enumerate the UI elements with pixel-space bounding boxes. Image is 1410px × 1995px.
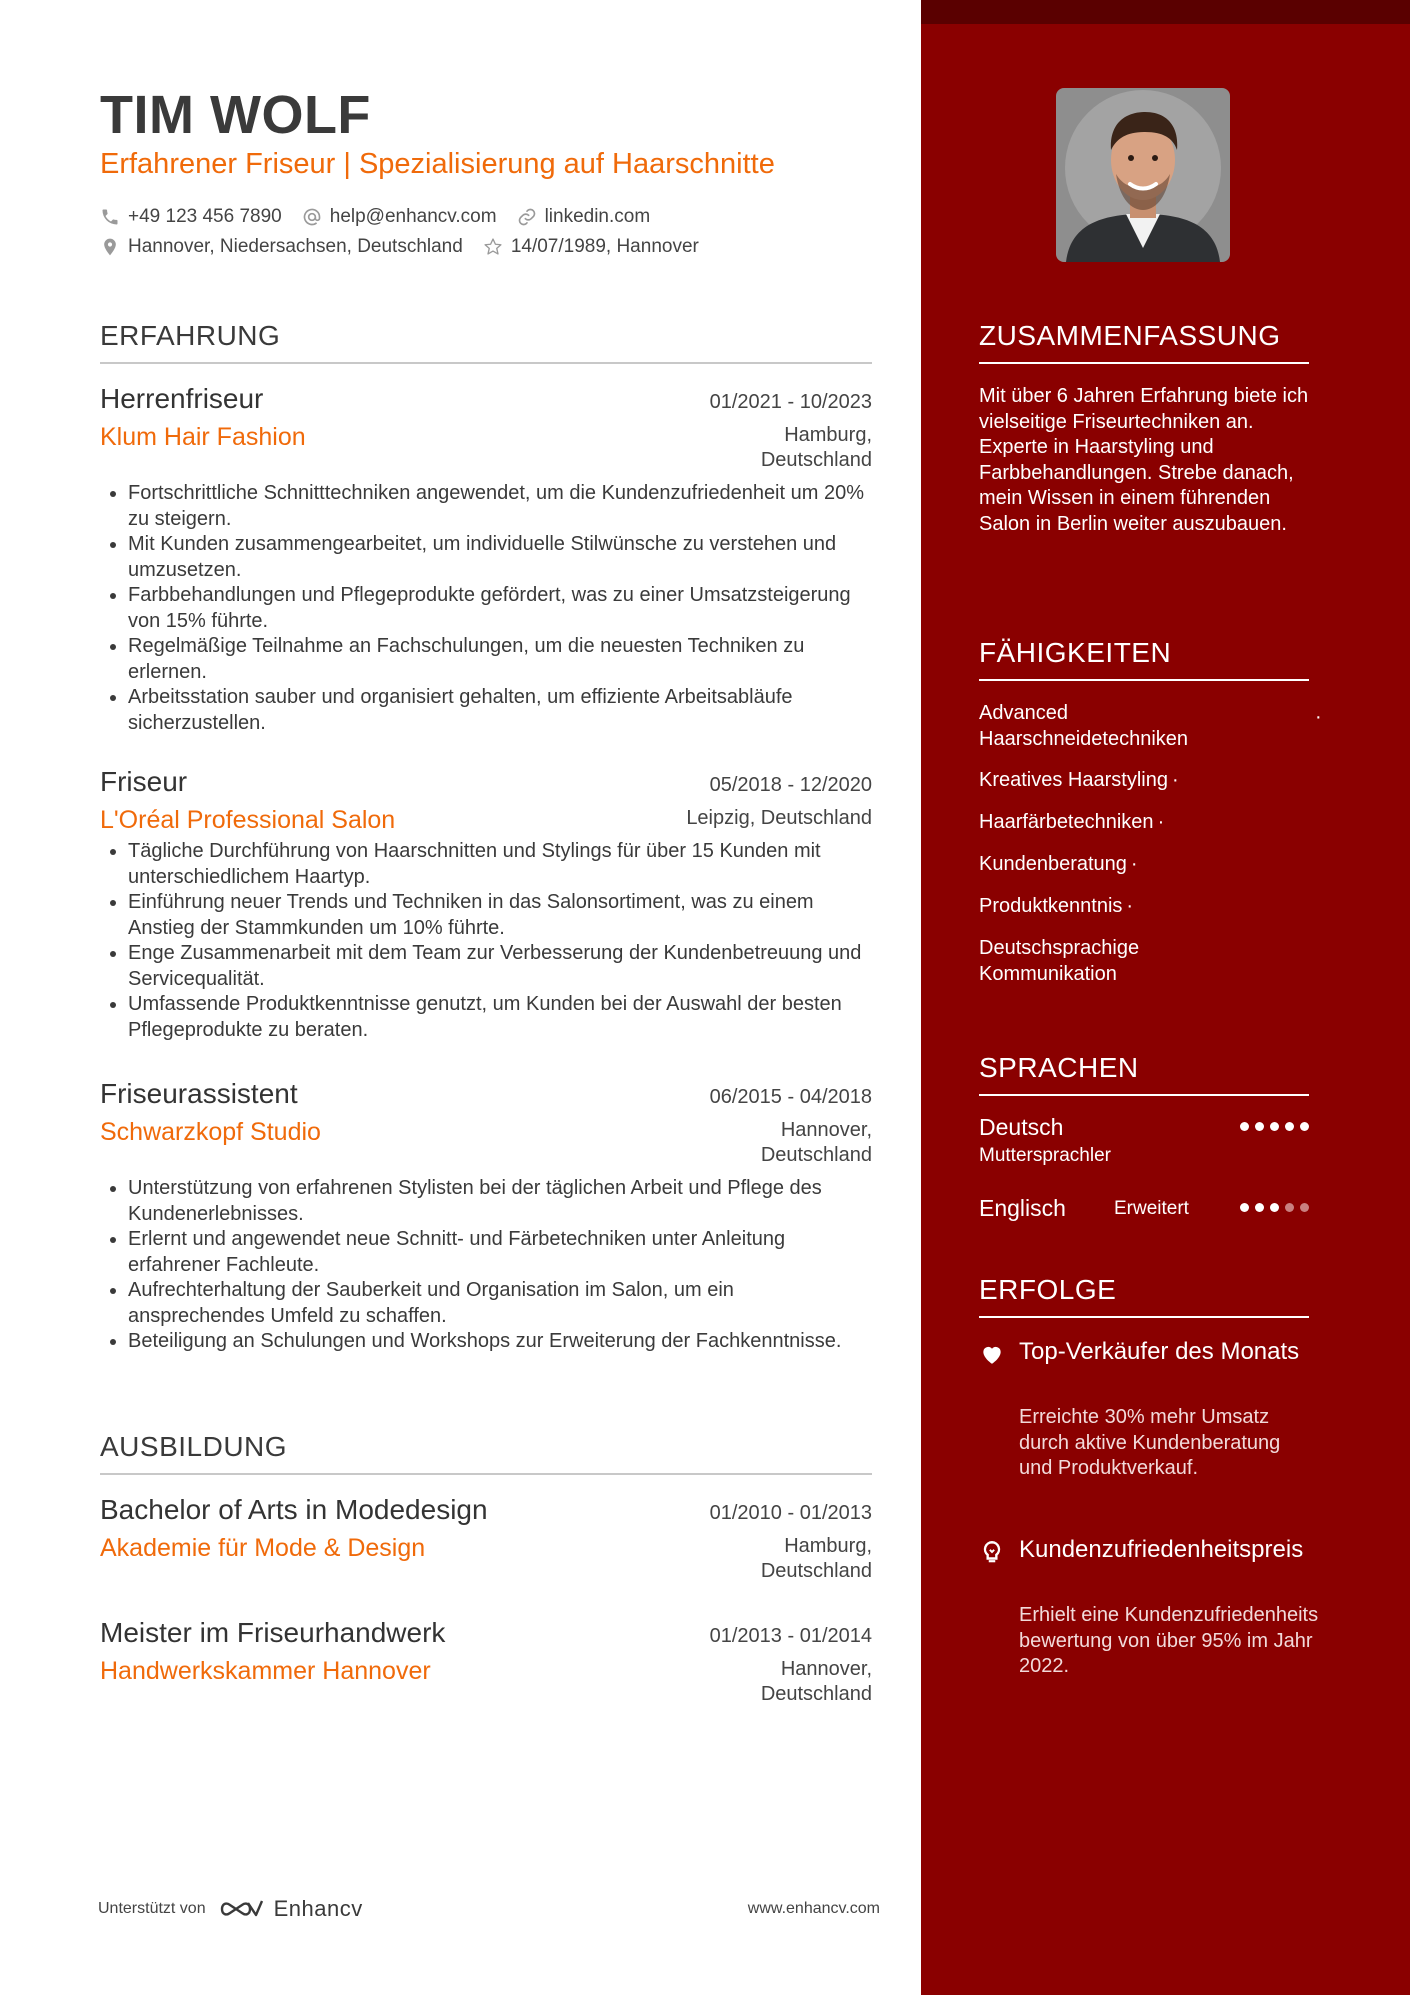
email-text: help@enhancv.com [329,206,497,227]
job-location [761,423,872,473]
skill-label: Kundenberatung [979,853,1127,875]
achievements-section-title: ERFOLGE [979,1274,1309,1318]
email-item[interactable] [302,206,497,228]
location-pin-icon [100,237,120,257]
bullet-item: • Unterstützung von erfahrenen Stylisten bei der täglichen Arbeit und Pflege des Kundenerlebnisses. [128,1176,872,1227]
phone-text: +49 123 456 7890 [128,206,282,227]
avatar-portrait-icon [1056,88,1230,262]
achievement-title: Top-Verkäufer des Monats [1019,1338,1300,1365]
education-location [761,1534,872,1584]
job-dates: 01/2021 - 10/2023 [709,391,872,413]
birth-item [483,236,699,258]
bullet-item: • Mit Kunden zusammengearbeitet, um individuelle Stilwünsche zu verstehen und umzusetzen. [128,532,872,583]
job-location-line2: Deutschland [760,1144,872,1166]
skill-item [979,768,1319,794]
education-location-line2: Deutschland [760,1683,872,1705]
experience-section-title: ERFAHRUNG [100,320,872,364]
contact-info [100,202,719,262]
location-item [100,236,463,258]
enhancv-logo-icon [218,1897,266,1921]
bullet-item: • Aufrechterhaltung der Sauberkeit und Organisation im Salon, um ein ansprechendes Umfeld zu schaffen. [128,1278,872,1329]
job-location [686,806,872,831]
footer [98,1894,880,1924]
job-dates: 06/2015 - 04/2018 [709,1086,872,1108]
sidebar-top-bar [921,0,1410,24]
skill-separator: · [1130,853,1138,875]
candidate-name: TIM WOLF [100,85,371,145]
bullet-item: • Umfassende Produktkenntnisse genutzt, um Kunden bei der Auswahl der besten Pflegeprodukte zu beraten. [128,992,872,1043]
footer-url[interactable]: www.enhancv.com [747,1900,880,1917]
rating-dot [1300,1203,1309,1212]
achievement-title: Kundenzufriedenheitspreis [1019,1536,1304,1563]
skills-section-title: FÄHIGKEITEN [979,637,1309,681]
rating-dot [1270,1122,1279,1131]
experience-entry [100,1078,872,1355]
profile-photo [1056,88,1230,262]
skill-separator: · [1157,811,1165,833]
job-location-line1: Leipzig, Deutschland [686,807,872,829]
rating-dot [1270,1203,1279,1212]
bullet-item: • Farbbehandlungen und Pflegeprodukte gefördert, was zu einer Umsatzsteigerung von 15% führte. [128,583,872,634]
bullet-item: • Regelmäßige Teilnahme an Fachschulungen, um die neuesten Techniken zu erlernen. [128,634,872,685]
rating-dot [1300,1122,1309,1131]
skill-label: Haarfärbetechniken [979,811,1154,833]
summary-section-title: ZUSAMMENFASSUNG [979,320,1309,364]
job-location-line1: Hannover, [780,1119,872,1141]
education-section-title: AUSBILDUNG [100,1431,872,1475]
phone-icon [100,207,120,227]
language-name: Deutsch [979,1114,1064,1140]
language-rating [1234,1122,1309,1131]
language-rating [1234,1203,1309,1212]
bullet-item: • Enge Zusammenarbeit mit dem Team zur Verbesserung der Kundenbetreuung und Servicequalität. [128,941,872,992]
education-dates: 01/2013 - 01/2014 [709,1625,872,1647]
rating-dot [1240,1203,1249,1212]
job-location [761,1118,872,1168]
skill-item [979,936,1319,987]
skill-label: Produktkenntnis [979,895,1123,917]
language-name: Englisch [979,1195,1066,1221]
summary-text: Mit über 6 Jahren Erfahrung biete ich vielseitige Friseurtechniken an. Experte in Haarstyling und Farbbehandlungen. Strebe danach, mein Wissen in einem führenden Salon in Berlin weiter auszubauen. [979,385,1309,535]
language-level: Erweitert [1114,1198,1189,1219]
job-bullets [100,481,872,736]
language-level: Muttersprachler [979,1145,1111,1166]
headline: Erfahrener Friseur | Spezialisierung auf Haarschnitte [100,148,775,180]
skill-item [979,810,1319,836]
company-name: L'Oréal Professional Salon [100,806,396,834]
education-entry [100,1617,872,1707]
language-item [979,1114,1309,1170]
at-icon [302,207,322,227]
rating-dot [1255,1203,1264,1212]
job-title: Friseur [100,766,188,797]
skill-label: Deutschsprachige Kommunikation [979,937,1140,985]
education-location [761,1657,872,1707]
education-dates: 01/2010 - 01/2013 [709,1502,872,1524]
link-icon [517,207,537,227]
experience-entry [100,383,872,736]
brand-logo[interactable] [218,1896,363,1922]
skill-item [979,852,1319,878]
bullet-item: • Tägliche Durchführung von Haarschnitten und Stylings für über 15 Kunden mit unterschiedlichem Haartyp. [128,839,872,890]
brand-name: Enhancv [273,1896,363,1921]
birth-text: 14/07/1989, Hannover [510,236,699,257]
bullet-item: • Erlernt und angewendet neue Schnitt- und Färbetechniken unter Anleitung erfahrener Fachleute. [128,1227,872,1278]
job-location-line2: Deutschland [760,449,872,471]
bulb-icon [979,1539,1005,1565]
language-item [979,1195,1309,1235]
skill-label: Advanced Haarschneidetechniken [979,702,1189,750]
rating-dot [1285,1122,1294,1131]
education-location-line1: Hannover, [780,1658,872,1680]
skill-label: Kreatives Haarstyling [979,769,1168,791]
degree-title: Bachelor of Arts in Modedesign [100,1494,488,1525]
job-title: Herrenfriseur [100,383,264,414]
sidebar [921,0,1410,1995]
job-bullets [100,1176,872,1355]
skill-item [979,894,1319,920]
rating-dot [1285,1203,1294,1212]
location-text: Hannover, Niedersachsen, Deutschland [128,236,463,257]
company-name: Schwarzkopf Studio [100,1118,321,1146]
powered-by-text: Unterstützt von [98,1900,206,1917]
job-location-line1: Hamburg, [784,424,872,446]
phone-item[interactable] [100,206,282,228]
school-name: Handwerkskammer Hannover [100,1657,431,1685]
education-location-line1: Hamburg, [784,1535,872,1557]
skill-separator: · [1171,769,1179,791]
skill-separator: · [1126,895,1134,917]
job-dates: 05/2018 - 12/2020 [709,774,872,796]
bullet-item: • Arbeitsstation sauber und organisiert gehalten, um effiziente Arbeitsabläufe sicherzustellen. [128,685,872,736]
linkedin-item[interactable] [517,206,651,228]
linkedin-text: linkedin.com [544,206,651,227]
school-name: Akademie für Mode & Design [100,1534,426,1562]
education-location-line2: Deutschland [760,1560,872,1582]
bullet-item: • Beteiligung an Schulungen und Workshops zur Erweiterung der Fachkenntnisse. [128,1329,872,1355]
degree-title: Meister im Friseurhandwerk [100,1617,446,1648]
skill-separator: · [1315,706,1322,728]
languages-section-title: SPRACHEN [979,1052,1309,1096]
education-entry [100,1494,872,1584]
skill-item [979,701,1322,752]
rating-dot [1255,1122,1264,1131]
achievement-description: Erhielt eine Kundenzufriedenheitsbewertung von über 95% im Jahr 2022. [1019,1604,1319,1677]
company-name: Klum Hair Fashion [100,423,306,451]
job-title: Friseurassistent [100,1078,298,1109]
experience-entry [100,766,872,1043]
star-icon [483,237,503,257]
rating-dot [1240,1122,1249,1131]
bullet-item: • Einführung neuer Trends und Techniken in das Salonsortiment, was zu einem Anstieg der Stammkunden um 10% führte. [128,890,872,941]
achievement-description: Erreichte 30% mehr Umsatz durch aktive Kundenberatung und Produktverkauf. [1019,1406,1281,1479]
job-bullets [100,839,872,1043]
heart-icon [979,1341,1005,1367]
bullet-item: • Fortschrittliche Schnitttechniken angewendet, um die Kundenzufriedenheit um 20% zu steigern. [128,481,872,532]
